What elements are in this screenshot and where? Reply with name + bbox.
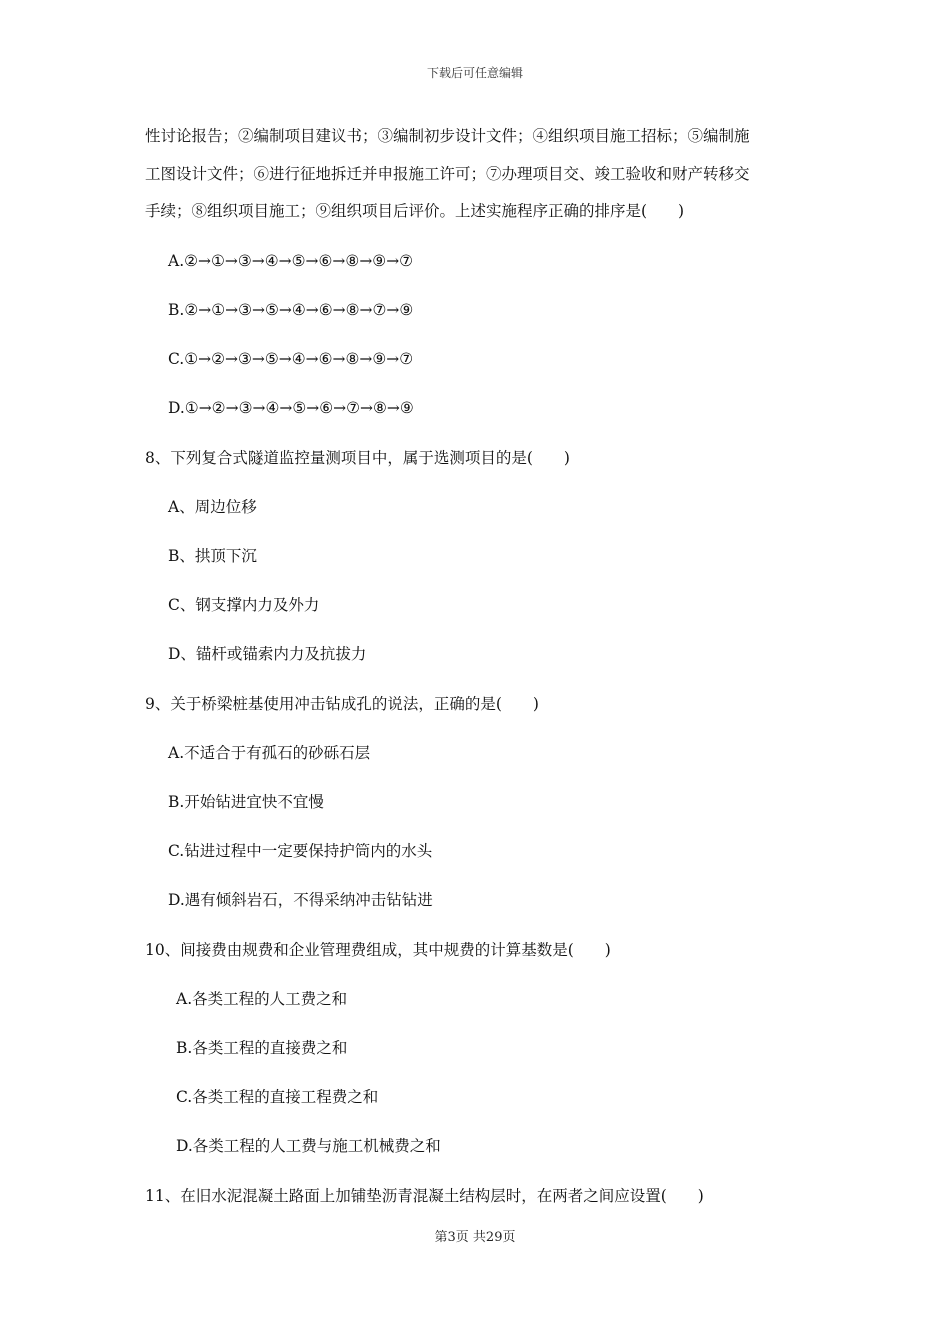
q10-stem: 10、间接费由规费和企业管理费组成，其中规费的计算基数是( ) xyxy=(145,941,611,959)
q9-option-a: A.不适合于有孤石的砂砾石层 xyxy=(168,744,371,762)
q8-option-c: C、钢支撑内力及外力 xyxy=(168,596,320,614)
q10-option-d: D.各类工程的人工费与施工机械费之和 xyxy=(176,1137,441,1155)
q9-option-d: D.遇有倾斜岩石，不得采纳冲击钻钻进 xyxy=(168,891,433,909)
q10-option-b: B.各类工程的直接费之和 xyxy=(176,1039,348,1057)
q9-stem: 9、关于桥梁桩基使用冲击钻成孔的说法，正确的是( ) xyxy=(145,695,539,713)
q10-option-a: A.各类工程的人工费之和 xyxy=(176,990,348,1008)
q11-stem: 11、在旧水泥混凝土路面上加铺垫沥青混凝土结构层时，在两者之间应设置( ) xyxy=(145,1187,704,1205)
q7-stem-line-3: 手续；⑧组织项目施工；⑨组织项目后评价。上述实施程序正确的排序是( ) xyxy=(145,202,685,220)
q8-option-a: A、周边位移 xyxy=(168,498,257,516)
q8-option-d: D、锚杆或锚索内力及抗拔力 xyxy=(168,645,367,663)
q7-stem-line-1: 性讨论报告；②编制项目建议书；③编制初步设计文件；④组织项目施工招标；⑤编制施 xyxy=(145,127,750,145)
q7-option-d: D.①→②→③→④→⑤→⑥→⑦→⑧→⑨ xyxy=(168,399,414,417)
q8-stem: 8、下列复合式隧道监控量测项目中，属于选测项目的是( ) xyxy=(145,449,570,467)
page-footer: 第3页 共29页 xyxy=(434,1230,516,1245)
q8-option-b: B、拱顶下沉 xyxy=(168,547,257,565)
q10-option-c: C.各类工程的直接工程费之和 xyxy=(176,1088,379,1106)
page-header: 下载后可任意编辑 xyxy=(426,66,523,80)
q7-option-b: B.②→①→③→⑤→④→⑥→⑧→⑦→⑨ xyxy=(168,301,414,319)
q7-option-c: C.①→②→③→⑤→④→⑥→⑧→⑨→⑦ xyxy=(168,350,414,368)
q9-option-c: C.钻进过程中一定要保持护筒内的水头 xyxy=(168,842,433,860)
q7-stem-line-2: 工图设计文件；⑥进行征地拆迁并申报施工许可；⑦办理项目交、竣工验收和财产转移交 xyxy=(145,165,750,183)
q9-option-b: B.开始钻进宜快不宜慢 xyxy=(168,793,324,811)
q7-option-a: A.②→①→③→④→⑤→⑥→⑧→⑨→⑦ xyxy=(168,252,414,270)
